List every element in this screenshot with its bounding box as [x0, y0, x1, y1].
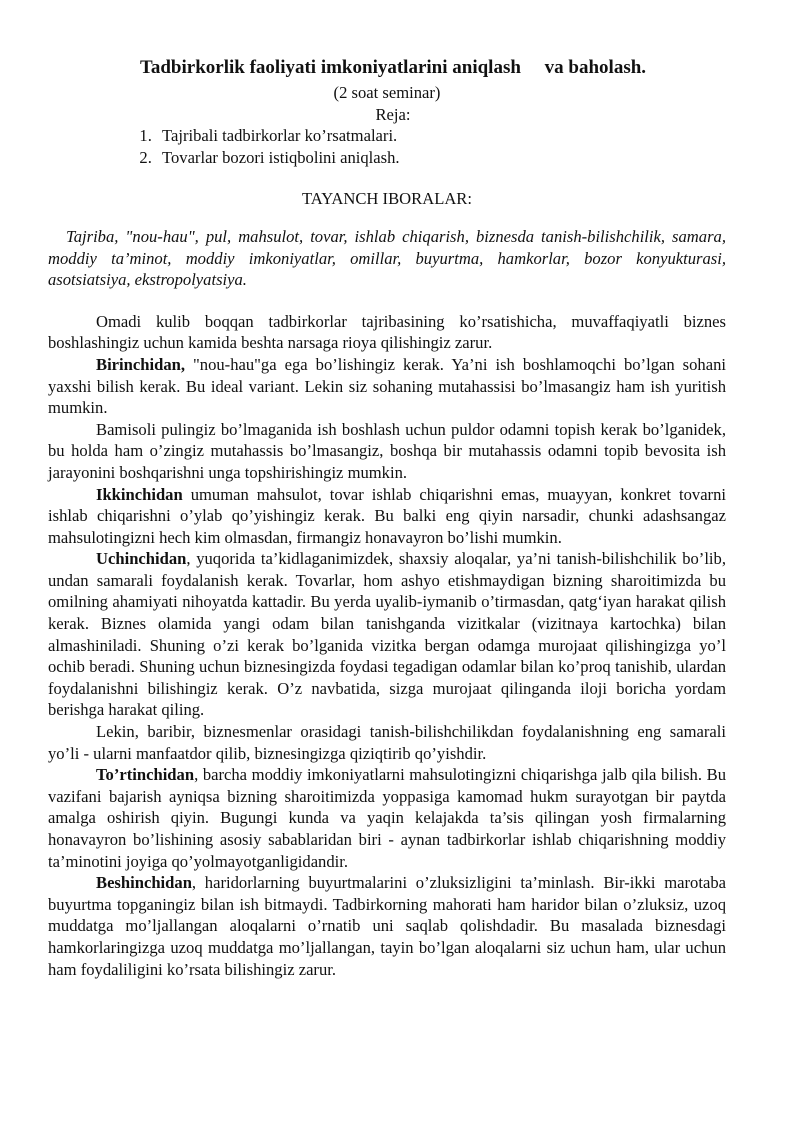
- paragraph: [48, 721, 726, 764]
- paragraph-lead: Birinchidan,: [96, 354, 185, 374]
- keywords-heading: TAYANCH IBORALAR:: [301, 189, 472, 209]
- paragraph-text: Bamisoli pulingiz bo’lmaganida ish boshlash uchun puldor odamni topish kerak bo’lganidek, bu holda ham o’zingiz mutahassis bo’lmasangiz, boshqa bir mutahassis odamni topib bevosita ish jarayonini boshqarishni unga topshirishingiz mumkin.: [48, 419, 726, 482]
- paragraph-text: , haridorlarning buyurtmalarini o’zluksizligini ta’minlash. Bir-ikki marotaba buyurtma topganingiz bilan ish bitmaydi. Tadbirkorning mahorati ham haridor bilan o’zluksiz, uzoq muddatga mo’ljallangan aloqalarni o’rnatib uni saqlab qolishdadir. Bu masalada biznesdagi hamkorlaringizga uzoq muddatga mo’ljallangan, tayin bo’lgan aloqalarni siz uchun ham, ular uchun ham foydaliligini ko’rsata bilishingiz zarur.: [48, 873, 726, 979]
- paragraph: [48, 872, 726, 980]
- plan-label: Reja:: [375, 104, 411, 124]
- paragraph-text: , barcha moddiy imkoniyatlarni mahsulotingizni chiqarishga jalb qila bilish. Bu vazifani bajarish ayniqsa bizning sharoitimizda yoppasiga kamomad hukm surayotgan bir paytda amalga oshirish qiyin. Bugungi kunda va yaqin kelajakda ta’sis qilingan yosh firmalarning honavayron bo’lishining asosiy sabablaridan biri - aynan tadbirkorlar ishlab chiqarishning moddiy ta’minotini joyiga qo’yolmayotganligidandir.: [48, 765, 726, 871]
- paragraph: [48, 764, 726, 872]
- paragraph-lead: Uchinchidan: [96, 549, 187, 569]
- keywords-text: Tajriba, "nou-hau", pul, mahsulot, tovar, ishlab chiqarish, biznesda tanish-bilishchilik, samara, moddiy ta’minot, moddiy imkoniyatlar, omillar, buyurtma, hamkorlar, bozor konyukturasi, asotsiatsiya, ekstropolyatsiya.: [48, 226, 726, 290]
- paragraph: [48, 354, 726, 419]
- paragraph-text: Omadi kulib boqqan tadbirkorlar tajribasining ko’rsatishicha, muvaffaqiyatli biznes boshlashingiz uchun kamida beshta narsaga rioya qilishingiz zarur.: [48, 311, 726, 353]
- paragraph: [48, 548, 726, 721]
- paragraph-text: umuman mahsulot, tovar ishlab chiqarishni emas, muayyan, konkret tovarni ishlab chiqarishni o’ylab qo’yishingiz kerak. Bu balki eng qiyin narsadir, chunki adashsangaz mahsulotingizni hech kim olmasdan, firmangiz honavayron bo’lishi mumkin.: [48, 484, 726, 547]
- paragraph-text: , yuqorida ta’kidlaganimizdek, shaxsiy aloqalar, ya’ni tanish-bilishchilik bo’lib, undan samarali foydalanish kerak. Tovarlar, hom ashyo etishmaydigan bizning sharoitimizda bu omilning ahamiyati nihoyatda kattadir. Bu yerda uyalib-iymanib o’tirmasdan, qatg‘iyan harakat qilish kerak. Biznes olamida yangi odam bilan tanishganda vizitkalar (vizitnaya kartochka) bilan almashiniladi. Shuning o’zi kerak bo’lganida vizitka bergan odamga murojaat qilishingizga yo’l ochib beradi. Shuning uchun biznesingizda foydasi tegadigan odamlar bilan ko’proq tanishib, ulardan foydalanishni bilishingiz kerak. O’z navbatida, sizga murojaat qilinganda iloji boricha yordam berishga harakat qiling.: [48, 549, 726, 720]
- paragraph-lead: Ikkinchidan: [96, 484, 183, 504]
- paragraph: [48, 484, 726, 549]
- plan-list: [48, 125, 726, 168]
- paragraph-lead: To’rtinchidan: [96, 765, 195, 785]
- paragraph: [48, 419, 726, 484]
- paragraph-lead: Beshinchidan: [96, 873, 192, 893]
- plan-item: 1. Tajribali tadbirkorlar ko’rsatmalari.: [156, 125, 726, 147]
- paragraph: [48, 311, 726, 354]
- document-subtitle: (2 soat seminar): [333, 83, 441, 102]
- paragraph-text: Lekin, baribir, biznesmenlar orasidagi tanish-bilishchilikdan foydalanishning eng samarali yo’li - ularni manfaatdor qilib, biznesingizga qiziqtirib qo’yishdir.: [48, 722, 726, 763]
- plan-item: 2. Tovarlar bozori istiqbolini aniqlash.: [156, 147, 726, 169]
- document-title: Tadbirkorlik faoliyati imkoniyatlarini aniqlash va baholash.: [139, 57, 647, 78]
- paragraph-text: "nou-hau"ga ega bo’lishingiz kerak. Ya’ni ish boshlamoqchi bo’lgan sohani yaxshi bilish kerak. Bu ideal variant. Lekin siz sohaning mutahassisi bo’lmasangiz ham ish yuritish mumkin.: [48, 354, 726, 418]
